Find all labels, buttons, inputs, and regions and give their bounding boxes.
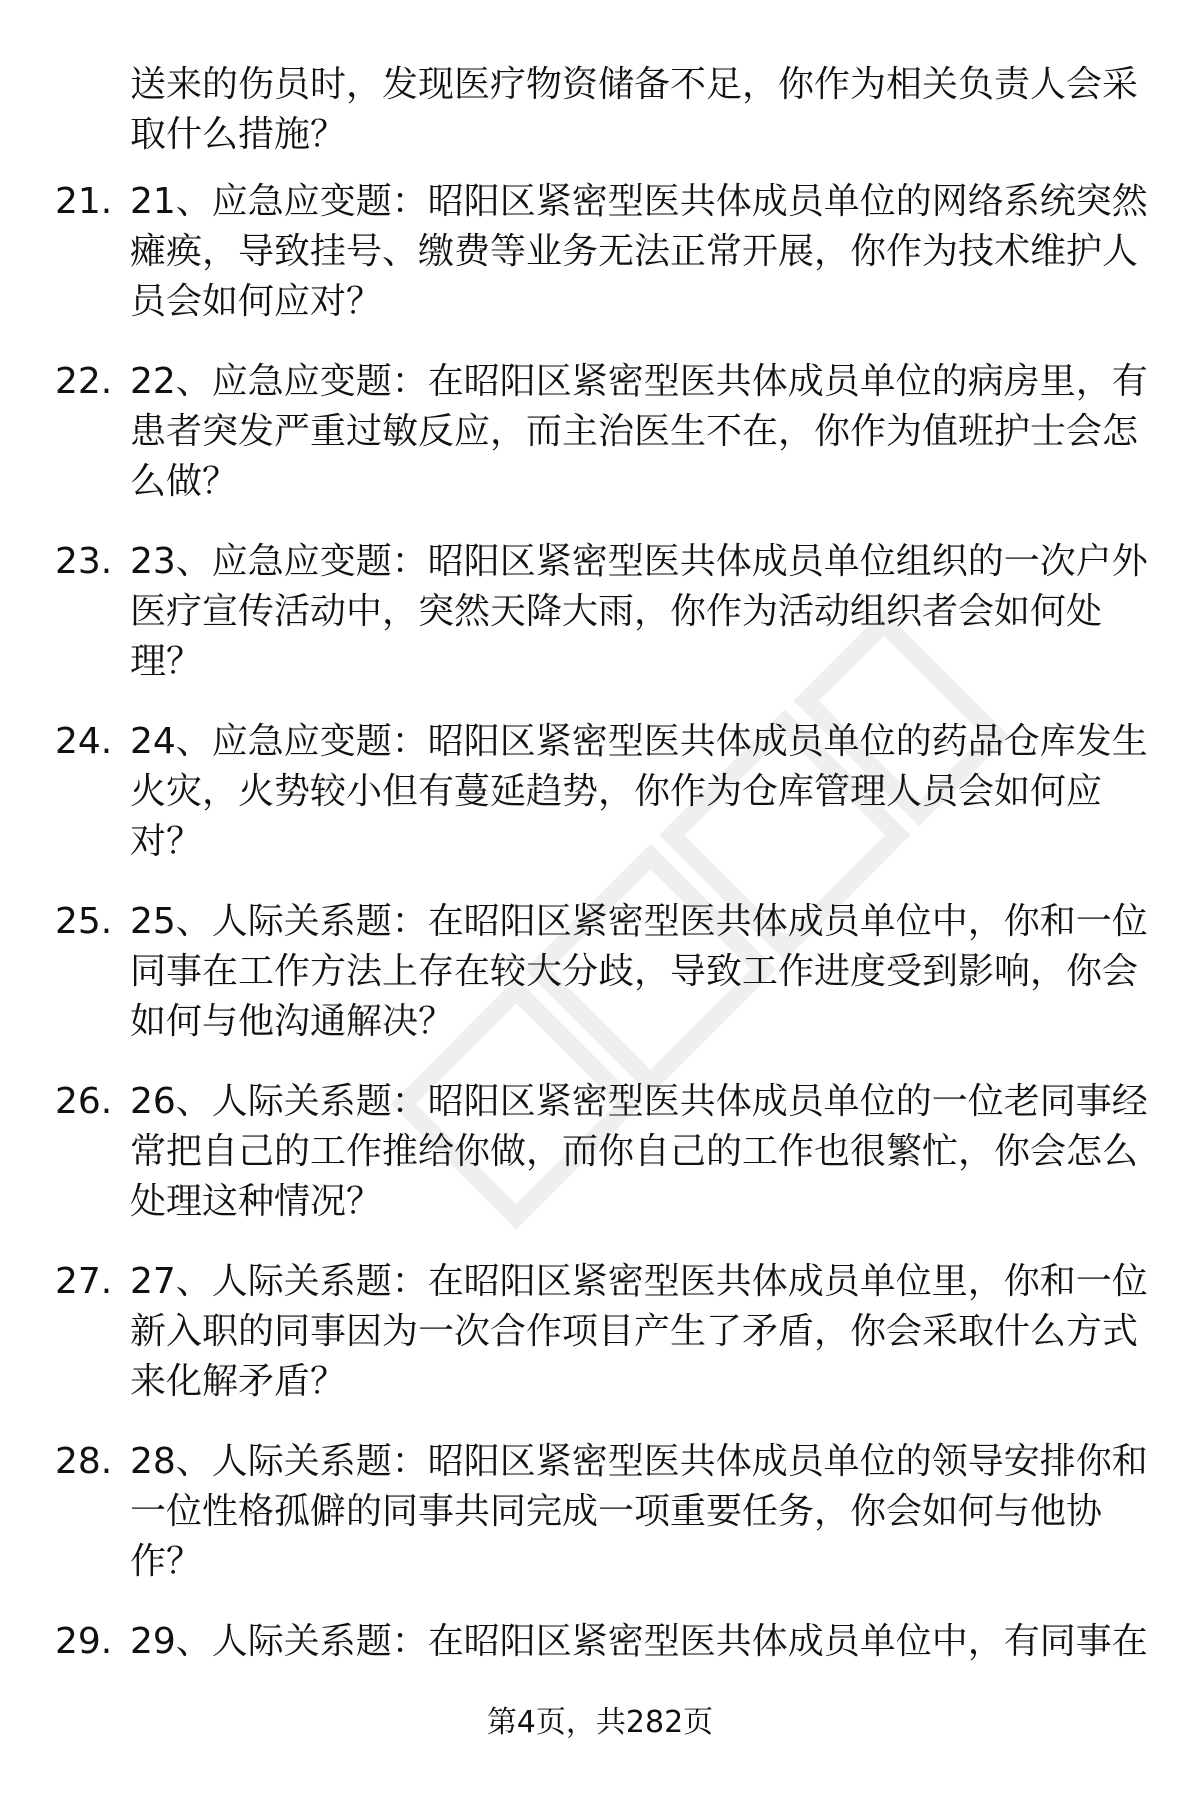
question-number: 24. (55, 721, 113, 762)
question-text: 22、应急应变题：在昭阳区紧密型医共体成员单位的病房里，有患者突发严重过敏反应，而主治医生不在，你作为值班护士会怎么做？ (130, 361, 1148, 502)
question-number: 25. (55, 901, 113, 942)
list-item (0, 537, 1200, 717)
page-number-footer: 第4页，共282页 (486, 1705, 714, 1740)
question-number: 28. (55, 1441, 113, 1482)
question-text: 21、应急应变题：昭阳区紧密型医共体成员单位的网络系统突然瘫痪，导致挂号、缴费等业务无法正常开展，你作为技术维护人员会如何应对？ (130, 181, 1148, 322)
question-text: 25、人际关系题：在昭阳区紧密型医共体成员单位中，你和一位同事在工作方法上存在较大分歧，导致工作进度受到影响，你会如何与他沟通解决？ (130, 901, 1148, 1042)
question-number: 23. (55, 541, 113, 582)
question-number: 21. (55, 181, 113, 222)
continued-question-text: 送来的伤员时，发现医疗物资储备不足，你作为相关负责人会采取什么措施？ (130, 64, 1139, 155)
list-item (0, 1077, 1200, 1257)
list-item (0, 1257, 1200, 1437)
list-item (0, 897, 1200, 1077)
question-text: 27、人际关系题：在昭阳区紧密型医共体成员单位里，你和一位新入职的同事因为一次合作项目产生了矛盾，你会采取什么方式来化解矛盾？ (130, 1261, 1148, 1402)
question-text: 26、人际关系题：昭阳区紧密型医共体成员单位的一位老同事经常把自己的工作推给你做，而你自己的工作也很繁忙，你会怎么处理这种情况？ (130, 1081, 1148, 1222)
question-text: 28、人际关系题：昭阳区紧密型医共体成员单位的领导安排你和一位性格孤僻的同事共同完成一项重要任务，你会如何与他协作？ (130, 1441, 1148, 1582)
question-number: 29. (55, 1621, 113, 1662)
list-item (0, 1437, 1200, 1617)
list-item (0, 717, 1200, 897)
question-number: 22. (55, 361, 113, 402)
question-number: 27. (55, 1261, 113, 1302)
question-text: 24、应急应变题：昭阳区紧密型医共体成员单位的药品仓库发生火灾，火势较小但有蔓延趋势，你作为仓库管理人员会如何应对？ (130, 721, 1148, 862)
question-list (0, 177, 1200, 1797)
question-text: 23、应急应变题：昭阳区紧密型医共体成员单位组织的一次户外医疗宣传活动中，突然天降大雨，你作为活动组织者会如何处理？ (130, 541, 1148, 682)
question-number: 26. (55, 1081, 113, 1122)
question-text: 29、人际关系题：在昭阳区紧密型医共体成员单位中，有同事在 (130, 1621, 1148, 1662)
list-item (0, 177, 1200, 357)
list-item (0, 357, 1200, 537)
